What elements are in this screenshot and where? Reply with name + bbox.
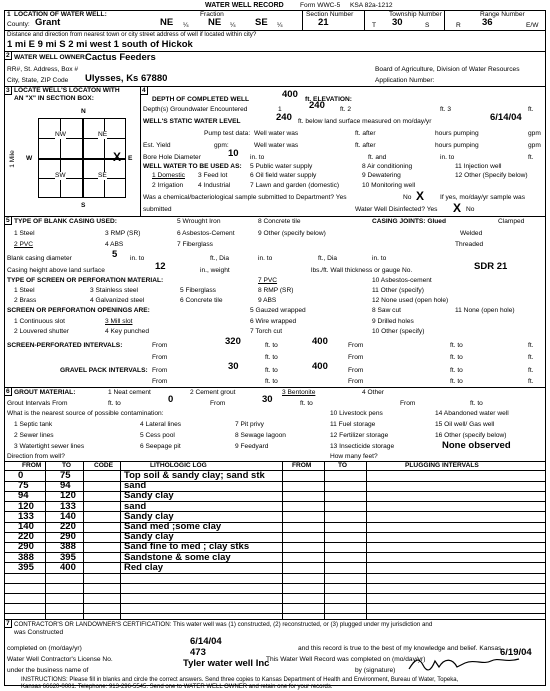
quadrant-se: SE xyxy=(98,172,107,179)
bore-in-to: in. to xyxy=(250,154,265,161)
casing-rmp: 3 RMP (SR) xyxy=(105,230,141,237)
section-number-label: Section Number xyxy=(306,11,354,18)
contam-insecticide: 13 Insecticide storage xyxy=(330,443,395,450)
disinfected-label: Water Well Disinfected? Yes xyxy=(355,206,438,213)
grout-from-3: From xyxy=(400,400,416,407)
log-header-from: FROM xyxy=(22,462,42,469)
contam-fertilizer: 12 Fertilizer storage xyxy=(330,432,389,439)
section-5-number: 5 xyxy=(6,217,10,224)
contam-label: What is the nearest source of possible contamination: xyxy=(7,410,164,417)
section-7-number: 7 xyxy=(6,620,10,627)
city-label: City, State, ZIP Code xyxy=(7,77,69,84)
cert-text-1: CONTRACTOR'S OR LANDOWNER'S CERTIFICATION: This water well was (1) constructed, (2) reconstructed, or (3) plugged under my jurisdiction and xyxy=(14,621,433,628)
log-row-line xyxy=(4,491,546,492)
log-from-cell: 0 xyxy=(18,470,24,481)
groundwater-1-value: 240 xyxy=(309,100,325,111)
log-description-cell: Red clay xyxy=(124,561,164,573)
township-label: Township Number xyxy=(389,11,442,18)
static-date: 6/14/04 xyxy=(490,112,522,123)
locate-label-2: AN "X" IN SECTION BOX: xyxy=(14,95,94,102)
log-header-to: TO xyxy=(62,462,72,469)
divider xyxy=(364,10,365,30)
license-value: 473 xyxy=(190,647,206,658)
yield-label: Est. Yield xyxy=(143,142,171,149)
log-row-line xyxy=(4,501,546,502)
contam-other: 16 Other (specify below) xyxy=(435,432,507,439)
perf-ft-to-1: ft. to xyxy=(265,342,278,349)
gw-2-label: ft. 2 xyxy=(340,106,351,113)
log-from-cell: 395 xyxy=(18,561,34,573)
use-irrigation: 2 Irrigation xyxy=(152,182,184,189)
section-number-value: 21 xyxy=(318,17,329,28)
gravel-ft-1: ft. xyxy=(528,367,534,374)
gw-1-num: 1 xyxy=(278,106,282,113)
true-text: and this record is true to the best of my knowledge and belief. Kansas xyxy=(298,645,502,652)
log-to-cell: 290 xyxy=(60,531,76,543)
gravel-to-value: 400 xyxy=(312,361,328,372)
perf-ft-to-2: ft. to xyxy=(450,342,463,349)
pump-ft-after: ft. after xyxy=(355,130,376,137)
use-feedlot: 3 Feed lot xyxy=(198,172,228,179)
opening-none: 11 None (open hole) xyxy=(455,307,515,314)
use-monitoring: 10 Monitoring well xyxy=(362,182,416,189)
divider xyxy=(302,10,303,30)
perf-ft-2: ft. xyxy=(528,354,534,361)
gw-3-label: ft. 3 xyxy=(440,106,451,113)
screen-rmp: 8 RMP (SR) xyxy=(258,287,294,294)
casing-label: TYPE OF BLANK CASING USED: xyxy=(14,218,117,225)
diameter-in-to-2: in. to xyxy=(258,255,273,262)
table-col-line xyxy=(282,461,283,619)
screen-stainless: 3 Stainless steel xyxy=(90,287,139,294)
gravel-label: GRAVEL PACK INTERVALS: xyxy=(60,367,148,374)
opening-torch: 7 Torch cut xyxy=(250,328,283,335)
owner-label: WATER WELL OWNER: xyxy=(14,54,88,61)
groundwater-label: Depth(s) Groundwater Encountered xyxy=(143,106,248,113)
application-label: Application Number: xyxy=(375,77,435,84)
bore-in-to-2: in. to xyxy=(440,154,455,161)
perf-ft-to-4: ft. to xyxy=(450,354,463,361)
log-to-cell: 388 xyxy=(60,541,76,553)
log-header-plugging: PLUGGING INTERVALS xyxy=(405,462,479,469)
static-text: ft. below land surface measured on mo/day/yr xyxy=(298,118,432,125)
gravel-from-value: 30 xyxy=(228,361,239,372)
section-2-number: 2 xyxy=(6,52,10,59)
contam-lateral: 4 Lateral lines xyxy=(140,421,182,428)
opening-mill-slot: 3 Mill slot xyxy=(105,318,133,325)
diameter-value: 5 xyxy=(112,249,118,260)
rule xyxy=(4,387,546,388)
range-value: 36 xyxy=(482,17,493,28)
casing-pvc: 2 PVC xyxy=(14,241,34,248)
divider xyxy=(140,86,141,216)
perf-label: SCREEN-PERFORATED INTERVALS: xyxy=(7,342,123,349)
grout-other: 4 Other xyxy=(362,389,384,396)
screen-abs: 9 ABS xyxy=(258,297,277,304)
log-description-cell: Sandy clay xyxy=(124,531,174,543)
chem-no: No xyxy=(403,194,412,201)
grout-to-value: 30 xyxy=(262,394,273,405)
casing-other: 9 Other (specify below) xyxy=(258,230,326,237)
screen-asbestos: 10 Asbestos-cement xyxy=(372,277,432,284)
joints-welded: Welded xyxy=(460,230,483,237)
table-col-line xyxy=(324,461,325,619)
use-injection: 11 Injection well xyxy=(455,163,502,170)
depth-value: 400 xyxy=(282,89,298,100)
log-from-cell: 290 xyxy=(18,541,34,553)
address-label: RR#, St. Address, Box # xyxy=(7,66,79,73)
log-description-cell: Sand med ;some clay xyxy=(124,521,222,532)
height-weight: in., weight xyxy=(200,267,230,274)
log-from-cell: 75 xyxy=(18,480,29,492)
grid-line xyxy=(38,138,126,139)
casing-concrete: 8 Concrete tile xyxy=(258,218,301,225)
height-value: 12 xyxy=(155,261,166,272)
compass-s: S xyxy=(81,202,86,209)
log-row-line xyxy=(4,552,546,553)
use-other: 12 Other (Specify below) xyxy=(455,172,528,179)
contam-livestock: 10 Livestock pens xyxy=(330,410,383,417)
yield-well-water: Well water was xyxy=(254,142,299,149)
use-lawn: 7 Lawn and garden (domestic) xyxy=(250,182,340,189)
casing-wrought: 5 Wrought Iron xyxy=(177,218,221,225)
log-description-cell: sand xyxy=(124,500,147,512)
log-row-line xyxy=(4,613,546,614)
screen-steel: 1 Steel xyxy=(14,287,35,294)
log-to-cell: 120 xyxy=(60,490,76,502)
diameter-ft-dia-1: ft., Dia xyxy=(210,255,230,262)
screen-concrete: 6 Concrete tile xyxy=(180,297,223,304)
screen-label: TYPE OF SCREEN OR PERFORATION MATERIAL: xyxy=(7,277,164,284)
log-from-cell: 220 xyxy=(18,531,34,543)
fraction-label: Fraction xyxy=(200,11,224,18)
form-number: Form WWC-5 xyxy=(300,2,341,9)
log-description-cell: Top soil & sandy clay; sand stk xyxy=(124,470,265,481)
section-3-number: 3 xyxy=(6,87,10,94)
screen-none: 12 None used (open hole) xyxy=(372,297,449,304)
pump-gpm: gpm xyxy=(528,130,541,137)
grout-ft-from-label: From xyxy=(210,400,226,407)
quarter-1: ¼ xyxy=(183,22,189,29)
screen-brass: 2 Brass xyxy=(14,297,37,304)
opening-louvered: 2 Louvered shutter xyxy=(14,328,69,335)
pump-test-label: Pump test data: xyxy=(204,130,251,137)
pump-well-water: Well water was xyxy=(254,130,299,137)
depth-label: DEPTH OF COMPLETED WELL xyxy=(152,96,250,103)
signature-label: by (signature) xyxy=(355,667,396,674)
log-header-plug-to: TO xyxy=(338,462,348,469)
cert-text-2: was Constructed xyxy=(14,629,64,636)
contam-sewer: 2 Sewer lines xyxy=(14,432,54,439)
section-6-number: 6 xyxy=(6,388,10,395)
gauge-value: SDR 21 xyxy=(474,261,508,272)
log-to-cell: 400 xyxy=(60,561,76,573)
chem-label: Was a chemical/bacteriological sample submitted to Department? Yes xyxy=(143,194,347,201)
height-label: Casing height above land surface xyxy=(7,267,105,274)
log-from-cell: 120 xyxy=(18,500,34,512)
diameter-in-to-3: in. to xyxy=(372,255,387,262)
compass-e: E xyxy=(128,155,133,162)
openings-label: SCREEN OR PERFORATION OPENINGS ARE: xyxy=(7,307,150,314)
disinfected-no: No xyxy=(466,206,475,213)
chem-no-mark: X xyxy=(416,189,425,203)
form-title: WATER WELL RECORD xyxy=(205,2,284,9)
casing-abs: 4 ABS xyxy=(105,241,124,248)
diameter-label: Blank casing diameter xyxy=(7,255,72,262)
instructions-2: Kansas 66620-0001. Telephone: 913-296-5545. Send one to WATER WELL OWNER and retain one for your records. xyxy=(21,684,333,690)
log-row-line xyxy=(4,593,546,594)
business-value: Tyler water well Inc xyxy=(183,658,270,669)
perf-from-2: From xyxy=(348,342,364,349)
perf-from-value: 320 xyxy=(225,336,241,347)
perf-ft-1: ft. xyxy=(528,342,534,349)
screen-other: 11 Other (specify) xyxy=(372,287,424,294)
perf-from-4: From xyxy=(348,354,364,361)
log-row-line xyxy=(4,562,546,563)
record-date: 6/19/04 xyxy=(500,647,532,658)
yield-gpm-2: gpm xyxy=(528,142,541,149)
city-value: Ulysses, Ks 67880 xyxy=(85,73,168,84)
log-from-cell: 140 xyxy=(18,521,34,532)
opening-drilled: 9 Drilled holes xyxy=(372,318,414,325)
contam-cesspool: 5 Cess pool xyxy=(140,432,175,439)
elevation-label: ft. ELEVATION: xyxy=(305,96,353,103)
county-value: Grant xyxy=(35,17,61,28)
gravel-ft-to-2: ft. to xyxy=(450,367,463,374)
opening-saw: 8 Saw cut xyxy=(372,307,401,314)
range-r: R xyxy=(456,22,461,29)
range-ew: E/W xyxy=(526,22,539,29)
signature-drawing xyxy=(405,655,525,673)
log-row-line xyxy=(4,603,546,604)
township-t: T xyxy=(372,22,377,29)
contam-watertight: 3 Watertight sewer lines xyxy=(14,443,85,450)
gravel-from-4: From xyxy=(348,378,364,385)
opening-gauzed: 5 Gauzed wrapped xyxy=(250,307,306,314)
screen-galvanized: 4 Galvanized steel xyxy=(90,297,145,304)
yield-ft-after: ft. after xyxy=(355,142,376,149)
use-domestic: 1 Domestic xyxy=(152,172,185,179)
chem-if-yes: If yes, mo/day/yr sample was xyxy=(440,194,526,201)
county-label: County: xyxy=(7,21,30,28)
use-public: 5 Public water supply xyxy=(250,163,313,170)
bore-ft: ft. xyxy=(528,154,534,161)
rule xyxy=(4,470,546,471)
owner-value: Cactus Feeders xyxy=(85,52,156,63)
use-industrial: 4 Industrial xyxy=(198,182,231,189)
contam-septic: 1 Septic tank xyxy=(14,421,53,428)
instructions-1: INSTRUCTIONS: Please fill in blanks and circle the correct answers. Send three copies to Kansas Department of Health and Environment, Bureau of Water, Topeka, xyxy=(21,677,459,683)
section-4-number: 4 xyxy=(142,87,146,94)
joints-label: CASING JOINTS: Glued xyxy=(372,218,447,225)
table-col-line xyxy=(45,461,46,619)
log-to-cell: 94 xyxy=(60,480,71,492)
grout-ft-to-3: ft. to xyxy=(470,400,483,407)
gravel-ft-2: ft. xyxy=(528,378,534,385)
joints-threaded: Threaded xyxy=(455,241,484,248)
perf-ft-to-3: ft. to xyxy=(265,354,278,361)
quadrant-sw: SW xyxy=(55,172,66,179)
use-label: WELL WATER TO BE USED AS: xyxy=(143,163,242,170)
fraction-2: NE xyxy=(208,17,222,28)
divider xyxy=(444,10,445,30)
screen-pvc: 7 PVC xyxy=(258,277,278,284)
township-s: S xyxy=(425,22,430,29)
grout-from-value: 0 xyxy=(168,394,174,405)
opening-continuous: 1 Continuous slot xyxy=(14,318,65,325)
quadrant-nw: NW xyxy=(55,131,66,138)
distance-label: Distance and direction from nearest town or city street address of well if located within city? xyxy=(7,31,257,38)
perf-from-3: From xyxy=(152,354,168,361)
log-to-cell: 220 xyxy=(60,521,76,532)
contam-abandoned: 14 Abandoned water well xyxy=(435,410,509,417)
log-row-line xyxy=(4,511,546,512)
log-to-cell: 75 xyxy=(60,470,71,481)
contam-seepage: 6 Seepage pit xyxy=(140,443,181,450)
opening-wire: 6 Wire wrapped xyxy=(250,318,297,325)
grout-bentonite: 3 Bentonite xyxy=(282,389,316,396)
ksa-number: KSA 82a-1212 xyxy=(350,2,393,9)
business-label: under the business name of xyxy=(7,667,89,674)
table-col-line xyxy=(83,461,84,619)
joints-clamped: Clamped xyxy=(498,218,525,225)
log-header-code: CODE xyxy=(94,462,114,469)
quarter-3: ¼ xyxy=(277,22,283,29)
rule xyxy=(4,619,546,620)
contam-oilgas: 15 Oil well/ Gas well xyxy=(435,421,495,428)
completed-value: 6/14/04 xyxy=(190,636,222,647)
quadrant-ne: NE xyxy=(98,131,108,138)
well-location-mark: X xyxy=(113,150,122,164)
log-from-cell: 94 xyxy=(18,490,29,502)
record-text: This Water Well Record was completed on (mo/day/yr) xyxy=(266,656,426,663)
log-row-line xyxy=(4,532,546,533)
log-description-cell: Sandy clay xyxy=(124,510,174,522)
diameter-ft-dia-2: ft., Dia xyxy=(318,255,338,262)
perf-from-1: From xyxy=(152,342,168,349)
contam-lagoon: 8 Sewage lagoon xyxy=(235,432,286,439)
log-from-cell: 133 xyxy=(18,510,34,522)
bore-value: 10 xyxy=(228,148,239,159)
log-description-cell: Sandstone & some clay xyxy=(124,551,231,563)
rule xyxy=(4,216,546,217)
fraction-1: NE xyxy=(160,17,174,28)
grid-line xyxy=(38,178,126,179)
how-many-feet-label: How many feet? xyxy=(330,453,378,460)
static-label: WELL'S STATIC WATER LEVEL xyxy=(143,118,241,125)
township-value: 30 xyxy=(392,17,403,28)
disinfected-mark: X xyxy=(453,201,462,215)
log-description-cell: Sand fine to med ; clay stks xyxy=(124,541,250,553)
yield-hours: hours pumping xyxy=(435,142,479,149)
log-row-line xyxy=(4,522,546,523)
section-1-number: 1 xyxy=(7,11,11,18)
gravel-from-2: From xyxy=(348,367,364,374)
grout-ft-to-1: ft. to xyxy=(108,400,121,407)
casing-asbestos: 6 Asbestos-Cement xyxy=(177,230,235,237)
mile-label: 1 Mile xyxy=(8,150,16,168)
quarter-2: ¼ xyxy=(230,22,236,29)
wall-label: lbs./ft. Wall thickness or gauge No. xyxy=(311,267,413,274)
use-ac: 8 Air conditioning xyxy=(362,163,413,170)
use-oilfield: 6 Oil field water supply xyxy=(250,172,317,179)
gravel-ft-to-4: ft. to xyxy=(450,378,463,385)
compass-w: W xyxy=(26,155,33,162)
contam-feedyard: 9 Feedyard xyxy=(235,443,269,450)
log-from-cell: 388 xyxy=(18,551,34,563)
gravel-ft-to-3: ft. to xyxy=(265,378,278,385)
submitted-label: submitted xyxy=(143,206,172,213)
range-label: Range Number xyxy=(480,11,525,18)
gravel-from-3: From xyxy=(152,378,168,385)
grout-cement: 2 Cement grout xyxy=(190,389,236,396)
gw-ft: ft. xyxy=(528,106,534,113)
grout-label: GROUT MATERIAL: xyxy=(14,389,76,396)
contam-privy: 7 Pit privy xyxy=(235,421,264,428)
direction-label: Direction from well? xyxy=(7,453,65,460)
compass-n: N xyxy=(81,108,86,115)
perf-to-value: 400 xyxy=(312,336,328,347)
casing-steel: 1 Steel xyxy=(14,230,35,237)
use-dewatering: 9 Dewatering xyxy=(362,172,401,179)
distance-value: 1 mi E 9 mi S 2 mi west 1 south of Hickok xyxy=(7,39,193,50)
location-label: LOCATION OF WATER WELL: xyxy=(14,11,107,18)
grout-intervals-label: Grout Intervals From xyxy=(7,400,68,407)
license-label: Water Well Contractor's License No. xyxy=(7,656,113,663)
pump-hours: hours pumping xyxy=(435,130,479,137)
log-description-cell: Sandy clay xyxy=(124,490,174,502)
log-header-plug-from: FROM xyxy=(292,462,312,469)
gravel-ft-to-1: ft. to xyxy=(265,367,278,374)
board-label: Board of Agriculture, Division of Water Resources xyxy=(375,66,520,73)
diameter-in-to: in. to xyxy=(130,255,145,262)
log-to-cell: 133 xyxy=(60,500,76,512)
screen-fiberglass: 5 Fiberglass xyxy=(180,287,216,294)
table-col-line xyxy=(120,461,121,619)
completed-label: completed on (mo/day/yr) xyxy=(7,645,82,652)
bore-label: Bore Hole Diameter xyxy=(143,154,201,161)
yield-gpm: gpm: xyxy=(214,142,229,149)
log-description-cell: sand xyxy=(124,480,147,492)
contam-fuel: 11 Fuel storage xyxy=(330,421,376,428)
log-row-line xyxy=(4,481,546,482)
locate-label-1: LOCATE WELL'S LOCATON WITH xyxy=(14,87,120,94)
contam-none-observed: None observed xyxy=(442,440,511,451)
opening-key-punched: 4 Key punched xyxy=(105,328,149,335)
log-header-lithologic: LITHOLOGIC LOG xyxy=(150,462,207,469)
grout-neat: 1 Neat cement xyxy=(108,389,151,396)
static-value: 240 xyxy=(276,112,292,123)
gravel-from-1: From xyxy=(152,367,168,374)
casing-fiberglass: 7 Fiberglass xyxy=(177,241,213,248)
fraction-3: SE xyxy=(255,17,268,28)
table-col-line xyxy=(366,461,367,619)
grout-ft-to-2: ft. to xyxy=(300,400,313,407)
log-to-cell: 395 xyxy=(60,551,76,563)
log-to-cell: 140 xyxy=(60,510,76,522)
log-row-line xyxy=(4,573,546,574)
bore-ft-and: ft. and xyxy=(368,154,387,161)
log-row-line xyxy=(4,542,546,543)
opening-other: 10 Other (specify) xyxy=(372,328,425,335)
log-row-line xyxy=(4,583,546,584)
